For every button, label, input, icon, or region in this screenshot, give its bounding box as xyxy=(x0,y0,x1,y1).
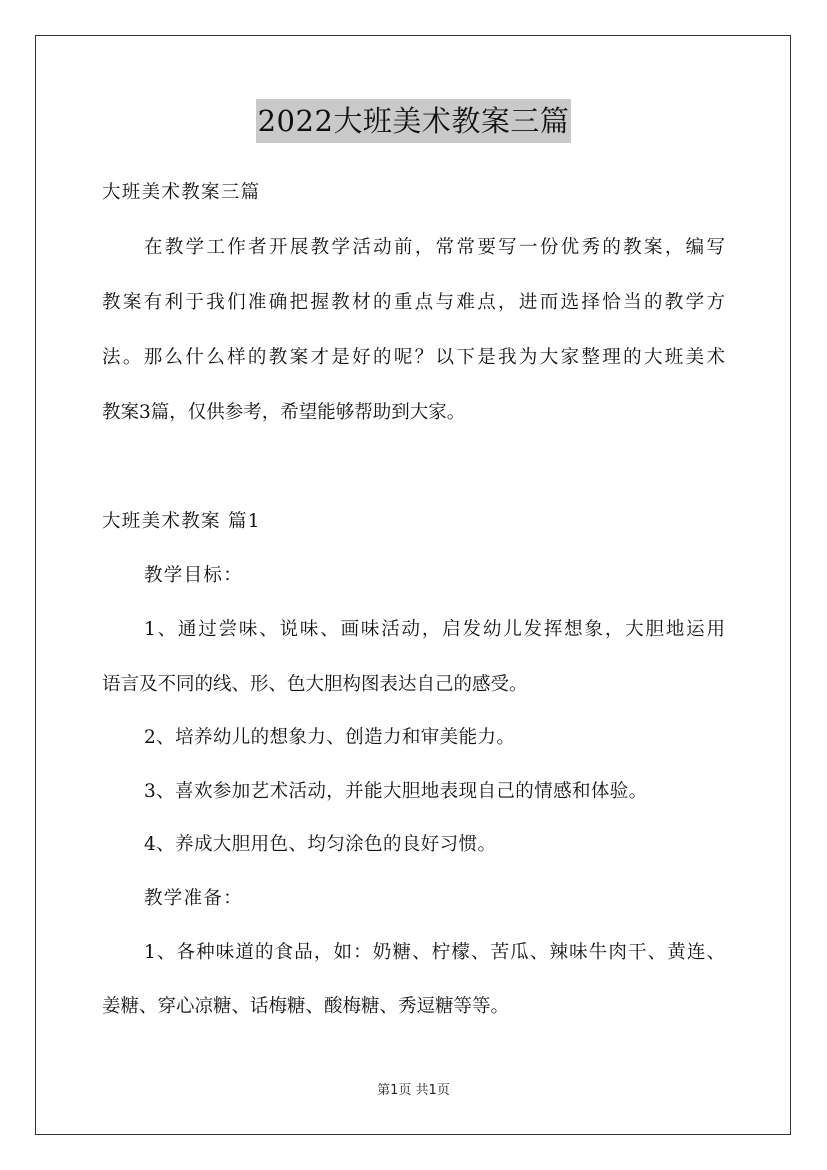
preparation-heading[interactable]: 教学准备： xyxy=(144,888,244,909)
objective-1-line-1[interactable]: 1、通过尝味、说味、画味活动，启发幼儿发挥想象，大胆地运用 xyxy=(144,619,725,640)
objective-4[interactable]: 4、养成大胆用色、均匀涂色的良好习惯。 xyxy=(144,834,497,855)
document-title[interactable]: 2022大班美术教案三篇 xyxy=(256,99,572,143)
objective-2[interactable]: 2、培养幼儿的想象力、创造力和审美能力。 xyxy=(144,727,516,748)
intro-line-4[interactable]: 教案3篇，仅供参考，希望能够帮助到大家。 xyxy=(102,402,466,423)
objective-1-line-2[interactable]: 语言及不同的线、形、色大胆构图表达自己的感受。 xyxy=(102,674,528,695)
preparation-1-line-1[interactable]: 1、各种味道的食品，如：奶糖、柠檬、苦瓜、辣味牛肉干、黄连、 xyxy=(144,942,725,963)
title-container xyxy=(0,99,827,143)
preparation-1-line-2[interactable]: 姜糖、穿心凉糖、话梅糖、酸梅糖、秀逗糖等等。 xyxy=(102,996,510,1017)
objective-3[interactable]: 3、喜欢参加艺术活动，并能大胆地表现自己的情感和体验。 xyxy=(144,781,648,802)
intro-line-1[interactable]: 在教学工作者开展教学活动前，常常要写一份优秀的教案，编写 xyxy=(144,237,725,258)
intro-line-2[interactable]: 教案有利于我们准确把握教材的重点与难点，进而选择恰当的教学方 xyxy=(102,292,725,313)
intro-line-3[interactable]: 法。那么什么样的教案才是好的呢？以下是我为大家整理的大班美术 xyxy=(102,347,725,368)
page-footer: 第1页 共1页 xyxy=(377,1083,450,1098)
objectives-heading[interactable]: 教学目标： xyxy=(144,565,244,586)
section-heading[interactable]: 大班美术教案 篇1 xyxy=(102,511,261,532)
document-subtitle[interactable]: 大班美术教案三篇 xyxy=(102,182,261,203)
